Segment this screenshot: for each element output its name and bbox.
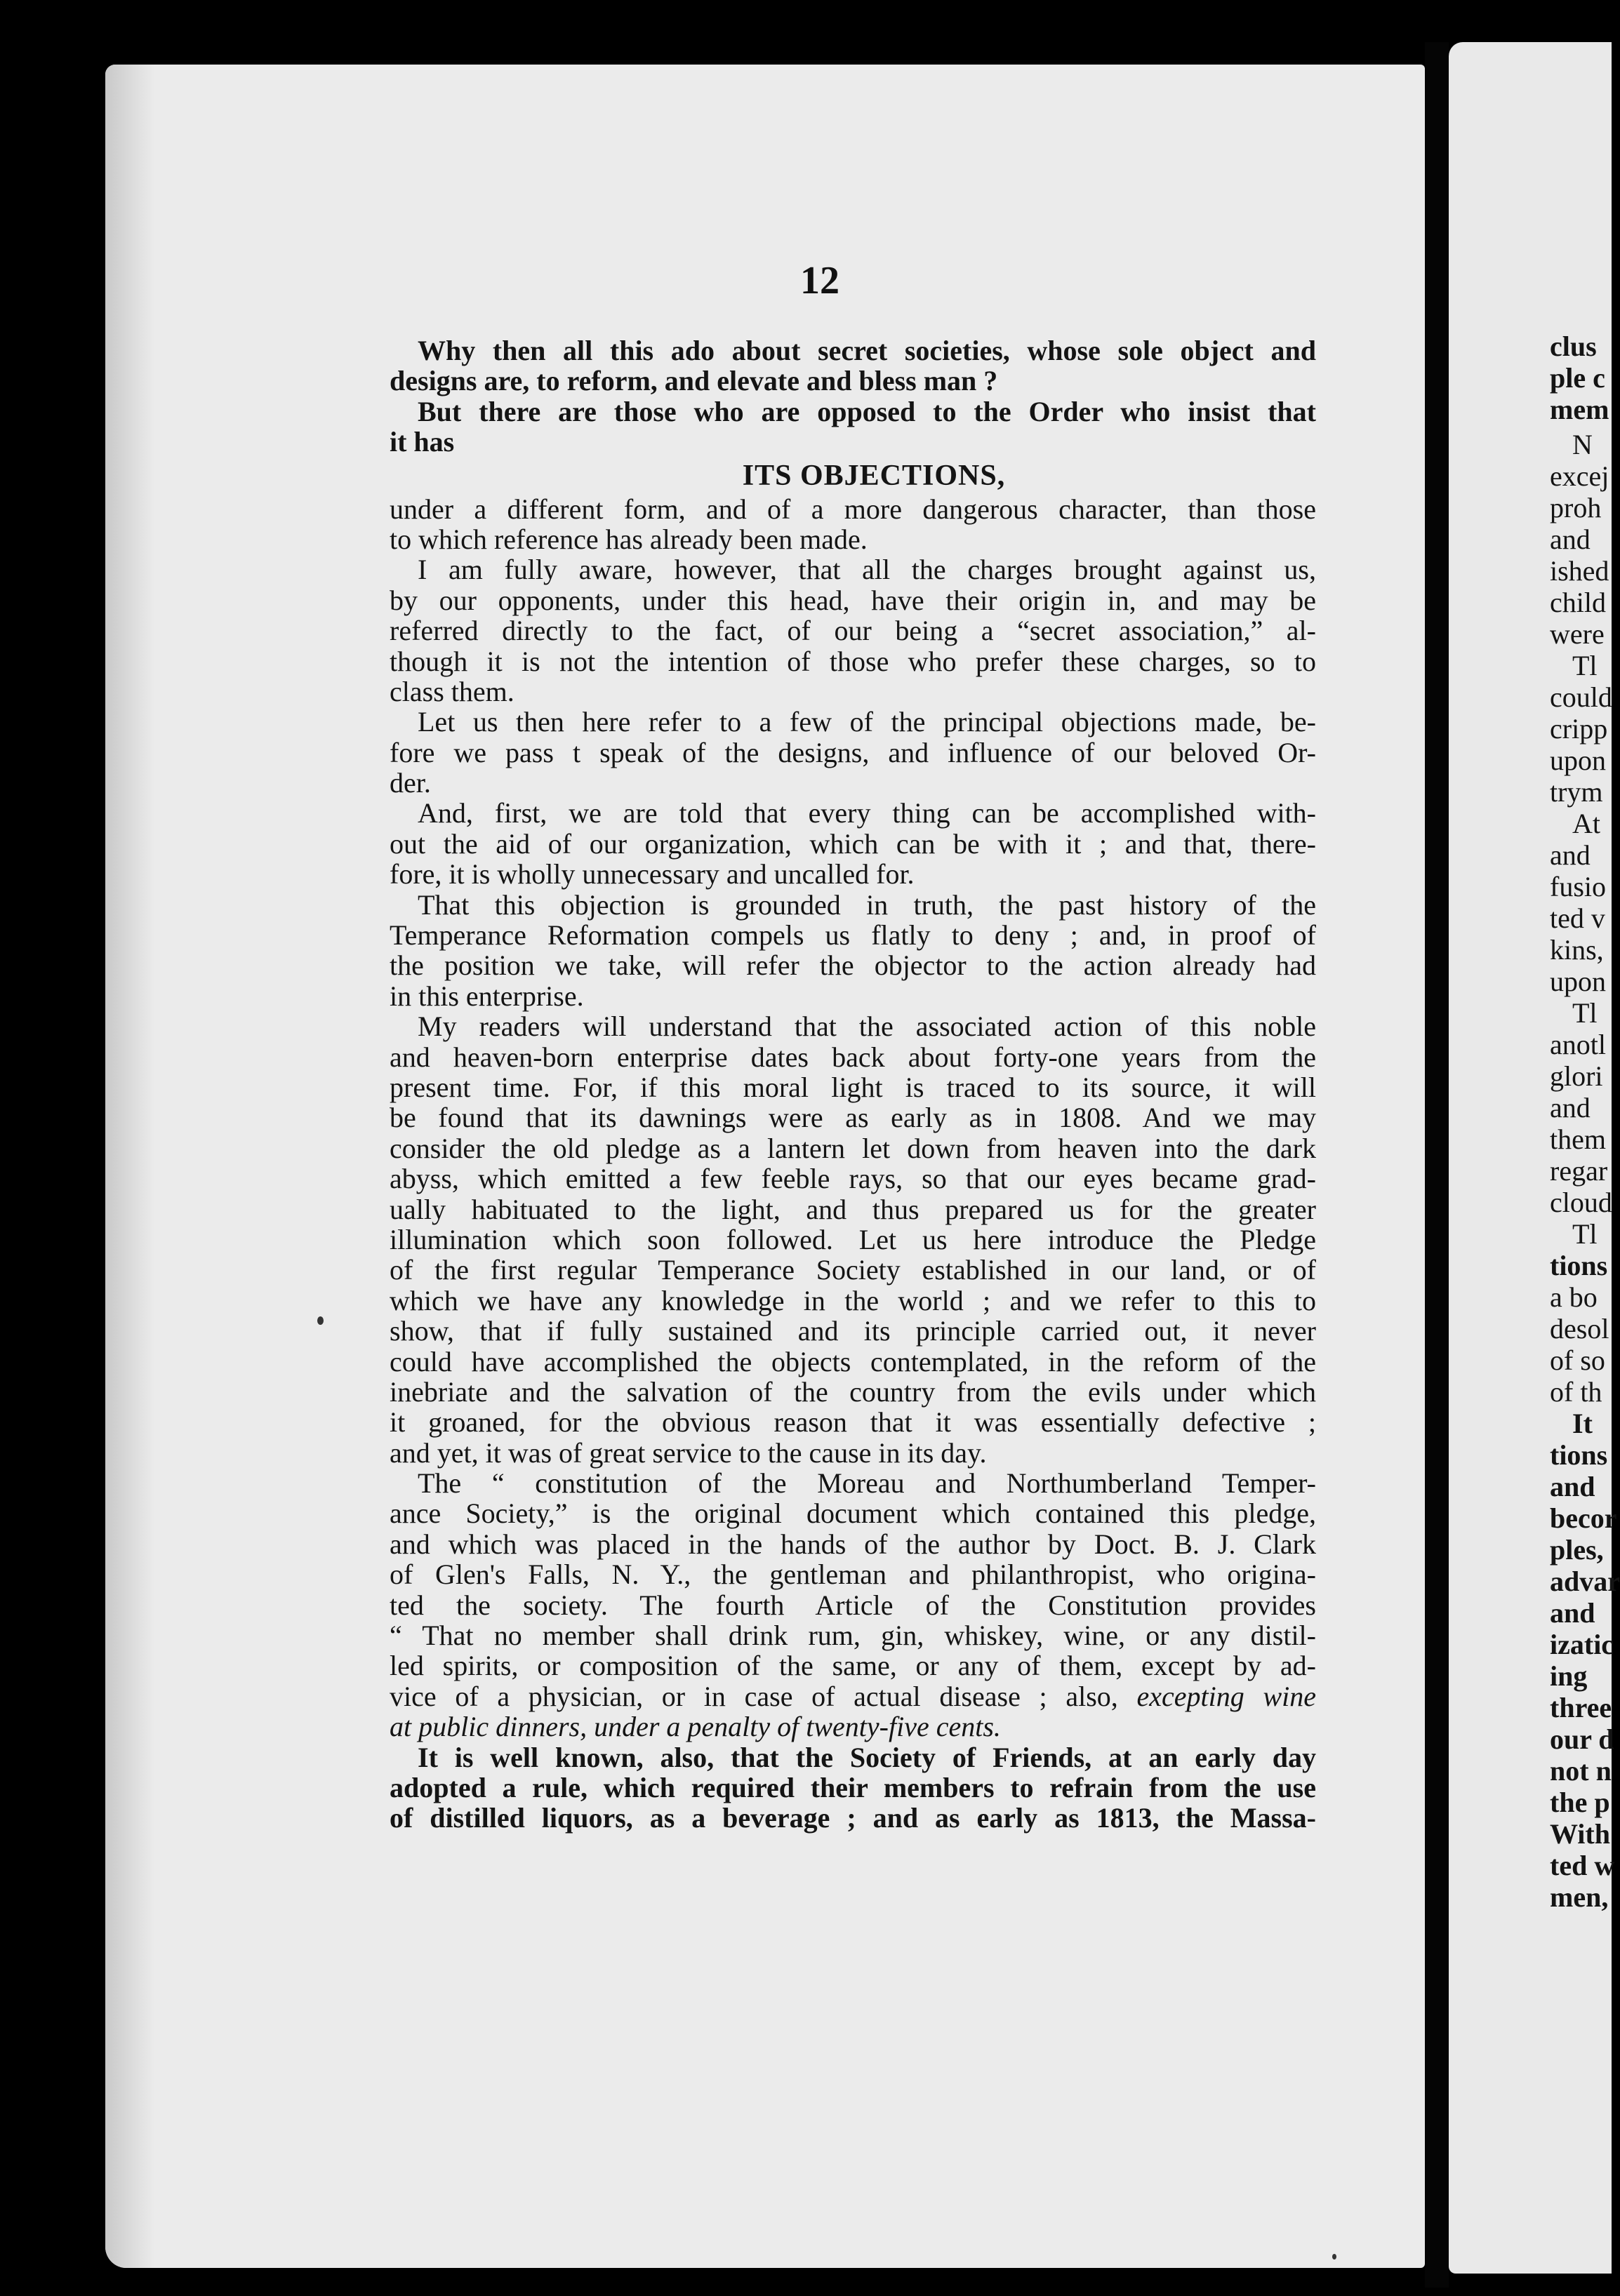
objections-paragraphs bbox=[390, 494, 1316, 1834]
text-line-content: and heaven-born enterprise dates back about forty-one years from the bbox=[390, 1041, 1316, 1073]
right-page-line: and bbox=[1550, 1597, 1595, 1629]
right-page-line: ing bbox=[1550, 1660, 1588, 1692]
right-page-line: of th bbox=[1550, 1376, 1602, 1408]
right-page-line: Tl bbox=[1572, 1218, 1598, 1250]
right-page-line: desol bbox=[1550, 1313, 1609, 1344]
text-line-content: Temperance Reformation compels us flatly to deny ; and, in proof of bbox=[390, 919, 1316, 952]
text-line-content: fore we pass t speak of the designs, and influence of our beloved Or- bbox=[390, 736, 1316, 768]
right-page-line: cloud bbox=[1550, 1187, 1612, 1218]
text-line-content: “ That no member shall drink rum, gin, whiskey, wine, or any distil- bbox=[390, 1620, 1316, 1652]
right-page-line: men, bbox=[1550, 1881, 1609, 1913]
text-line bbox=[390, 1650, 1316, 1681]
text-line-content: present time. For, if this moral light is traced to its source, it will bbox=[390, 1071, 1316, 1103]
text-line-content: ance Society,” is the original document which contained this pledge, bbox=[390, 1497, 1316, 1530]
right-page-line: and bbox=[1550, 1471, 1595, 1502]
text-line-content: The “ constitution of the Moreau and Northumberland Temper- bbox=[418, 1467, 1316, 1500]
text-line bbox=[390, 829, 1316, 859]
italic-text: at public dinners, under a penalty of twenty-five cents. bbox=[390, 1711, 1001, 1743]
text-line bbox=[390, 1438, 1316, 1468]
right-page-line: anotl bbox=[1550, 1029, 1606, 1060]
text-line bbox=[390, 1255, 1316, 1285]
text-line-content: referred directly to the fact, of our being a “secret association,” al- bbox=[390, 615, 1316, 647]
right-page-line: and bbox=[1550, 839, 1591, 871]
right-page-line: tions bbox=[1550, 1250, 1608, 1281]
right-page-line: child bbox=[1550, 587, 1606, 618]
text-line bbox=[390, 554, 1316, 585]
right-page-line: glori bbox=[1550, 1060, 1603, 1092]
ink-speck bbox=[1332, 2254, 1336, 2260]
right-page-line: three bbox=[1550, 1692, 1612, 1723]
text-line bbox=[390, 1590, 1316, 1620]
text-line bbox=[390, 1529, 1316, 1559]
right-page-line: regar bbox=[1550, 1155, 1608, 1187]
text-line-content: it groaned, for the obvious reason that it was essentially defective ; bbox=[390, 1406, 1316, 1439]
text-line bbox=[390, 1620, 1316, 1650]
text-line bbox=[390, 1559, 1316, 1589]
right-page-line: excej bbox=[1550, 460, 1609, 492]
text-line bbox=[390, 981, 1316, 1011]
text-line-content: Why then all this ado about secret societies, whose sole object and bbox=[418, 335, 1316, 366]
text-line-content: inebriate and the salvation of the country from the evils under which bbox=[390, 1375, 1316, 1408]
right-page-line: advar bbox=[1550, 1566, 1620, 1597]
text-line-content: of distilled liquors, as a beverage ; and as early as 1813, the Massa- bbox=[390, 1802, 1316, 1834]
right-page-line: not n bbox=[1550, 1755, 1612, 1787]
text-line-content: be found that its dawnings were as early as in 1808. And we may bbox=[390, 1102, 1316, 1134]
ink-speck bbox=[317, 1316, 324, 1325]
text-line-content: adopted a rule, which required their members to refrain from the use bbox=[390, 1771, 1316, 1803]
page-number: 12 bbox=[800, 259, 839, 302]
text-line bbox=[390, 1803, 1316, 1833]
text-line bbox=[390, 427, 1316, 457]
text-line bbox=[390, 1102, 1316, 1133]
text-line-content: by our opponents, under this head, have their origin in, and may be bbox=[390, 584, 1316, 616]
right-page-line: mem bbox=[1550, 394, 1609, 425]
text-line-content: class them. bbox=[390, 675, 514, 707]
right-page-line: ted v bbox=[1550, 902, 1605, 934]
right-page-line: ple c bbox=[1550, 362, 1605, 394]
text-line bbox=[390, 1042, 1316, 1072]
text-line-content: That this objection is grounded in truth, the past history of the bbox=[418, 888, 1316, 921]
opening-paragraphs bbox=[390, 335, 1316, 458]
text-line bbox=[390, 1742, 1316, 1773]
right-page-line: could bbox=[1550, 681, 1612, 713]
body-text bbox=[390, 335, 1316, 1834]
text-line bbox=[390, 585, 1316, 615]
text-line bbox=[390, 615, 1316, 646]
text-line-content: to which reference has already been made. bbox=[390, 523, 868, 555]
text-line bbox=[390, 1224, 1316, 1255]
text-line bbox=[390, 1011, 1316, 1041]
right-page-line: It bbox=[1572, 1408, 1593, 1439]
text-line-content: der. bbox=[390, 767, 431, 799]
text-line-content: Let us then here refer to a few of the principal objections made, be- bbox=[418, 706, 1316, 738]
right-page-line: Tl bbox=[1572, 650, 1598, 681]
text-line-content: ually habituated to the light, and thus prepared us for the greater bbox=[390, 1193, 1316, 1225]
right-page-line: cripp bbox=[1550, 713, 1608, 745]
text-line-content: But there are those who are opposed to the Order who insist that bbox=[418, 395, 1316, 427]
right-page-line: proh bbox=[1550, 492, 1602, 523]
text-line-content: of Glen's Falls, N. Y., the gentleman and philanthropist, who origina- bbox=[390, 1559, 1316, 1591]
text-line bbox=[390, 1468, 1316, 1498]
right-page-line: ples, bbox=[1550, 1534, 1604, 1566]
text-line-content: It is well known, also, that the Society of Friends, at an early day bbox=[418, 1741, 1316, 1773]
text-line-content: show, that if fully sustained and its principle carried out, it never bbox=[390, 1315, 1316, 1347]
text-line bbox=[390, 1498, 1316, 1528]
right-page-line: and bbox=[1550, 1092, 1591, 1123]
text-line-content: of the first regular Temperance Society established in our land, or of bbox=[390, 1254, 1316, 1286]
right-page-line: a bo bbox=[1550, 1281, 1598, 1313]
text-line bbox=[390, 1711, 1316, 1742]
text-line-content: led spirits, or composition of the same, or any of them, except by ad- bbox=[390, 1650, 1316, 1682]
right-page-line: upon bbox=[1550, 745, 1606, 776]
text-line bbox=[390, 335, 1316, 366]
text-line-content: which we have any knowledge in the world ; and we refer to this to bbox=[390, 1284, 1316, 1316]
text-line-content: My readers will understand that the associated action of this noble bbox=[418, 1010, 1316, 1043]
right-page-line: ished bbox=[1550, 555, 1609, 587]
text-line-content: fore, it is wholly unnecessary and uncalled for. bbox=[390, 858, 915, 890]
right-page-line: of so bbox=[1550, 1344, 1605, 1376]
text-line-content: out the aid of our organization, which can be with it ; and that, there- bbox=[390, 827, 1316, 860]
text-line bbox=[390, 1133, 1316, 1163]
text-line-content: vice of a physician, or in case of actual disease ; also, bbox=[390, 1680, 1137, 1712]
text-line bbox=[390, 366, 1316, 396]
right-page-line: With bbox=[1550, 1818, 1610, 1850]
right-page-line: our d bbox=[1550, 1723, 1614, 1755]
text-line-content: I am fully aware, however, that all the charges brought against us, bbox=[418, 554, 1316, 586]
text-line bbox=[390, 768, 1316, 798]
text-line-content: And, first, we are told that every thing can be accomplished with- bbox=[418, 797, 1316, 829]
text-line bbox=[390, 737, 1316, 768]
right-page-line: clus bbox=[1550, 331, 1597, 362]
right-page-line: becor bbox=[1550, 1502, 1617, 1534]
text-line-content: ted the society. The fourth Article of the Constitution provides bbox=[390, 1589, 1316, 1621]
right-page-line: N bbox=[1572, 429, 1593, 460]
section-heading: ITS OBJECTIONS, bbox=[742, 459, 1006, 492]
text-line-content: in this enterprise. bbox=[390, 980, 584, 1012]
text-line bbox=[390, 920, 1316, 950]
right-page-line: izatic bbox=[1550, 1629, 1614, 1660]
italic-text: excepting wine bbox=[1136, 1680, 1317, 1712]
text-line-content: the position we take, will refer the objector to the action already had bbox=[390, 949, 1316, 982]
text-line bbox=[390, 646, 1316, 676]
text-line-content: abyss, which emitted a few feeble rays, so that our eyes became grad- bbox=[390, 1163, 1316, 1195]
right-page-line: kins, bbox=[1550, 934, 1604, 966]
text-line-content: illumination which soon followed. Let us here introduce the Pledge bbox=[390, 1223, 1316, 1255]
book-gutter bbox=[1425, 42, 1449, 2288]
text-line bbox=[390, 1347, 1316, 1377]
text-line-content: consider the old pledge as a lantern let down from heaven into the dark bbox=[390, 1132, 1316, 1164]
text-line bbox=[390, 1681, 1316, 1711]
text-line-content: though it is not the intention of those who prefer these charges, so to bbox=[390, 645, 1316, 677]
text-line-content: under a different form, and of a more dangerous character, than those bbox=[390, 493, 1316, 525]
right-page-line: Tl bbox=[1572, 997, 1598, 1029]
right-page-line: trym bbox=[1550, 776, 1603, 808]
right-page-line: fusio bbox=[1550, 871, 1606, 902]
text-line-content: designs are, to reform, and elevate and bless man ? bbox=[390, 365, 998, 397]
text-line bbox=[390, 1773, 1316, 1803]
text-line-content: and which was placed in the hands of the author by Doct. B. J. Clark bbox=[390, 1528, 1316, 1560]
text-line-content: it has bbox=[390, 426, 455, 458]
text-line bbox=[390, 1194, 1316, 1224]
text-line bbox=[390, 707, 1316, 737]
text-line bbox=[390, 396, 1316, 427]
right-page-line: upon bbox=[1550, 966, 1606, 997]
right-page-line: them bbox=[1550, 1123, 1606, 1155]
right-page-line: the p bbox=[1550, 1787, 1610, 1818]
text-line bbox=[390, 1163, 1316, 1194]
text-line bbox=[390, 1316, 1316, 1346]
text-line-content: could have accomplished the objects contemplated, in the reform of the bbox=[390, 1345, 1316, 1377]
right-page-line: and bbox=[1550, 523, 1591, 555]
text-line bbox=[390, 1377, 1316, 1407]
text-line bbox=[390, 676, 1316, 707]
right-page-line: At bbox=[1572, 808, 1600, 839]
text-line bbox=[390, 1072, 1316, 1102]
text-line bbox=[390, 950, 1316, 980]
right-page-line: ted w bbox=[1550, 1850, 1615, 1881]
text-line bbox=[390, 524, 1316, 554]
text-line bbox=[390, 798, 1316, 828]
text-line-content: and yet, it was of great service to the cause in its day. bbox=[390, 1436, 987, 1469]
text-line bbox=[390, 494, 1316, 524]
text-line bbox=[390, 1286, 1316, 1316]
right-page-line: were bbox=[1550, 618, 1605, 650]
right-page-line: tions bbox=[1550, 1439, 1608, 1471]
text-line bbox=[390, 890, 1316, 920]
text-line bbox=[390, 1407, 1316, 1437]
text-line bbox=[390, 859, 1316, 889]
